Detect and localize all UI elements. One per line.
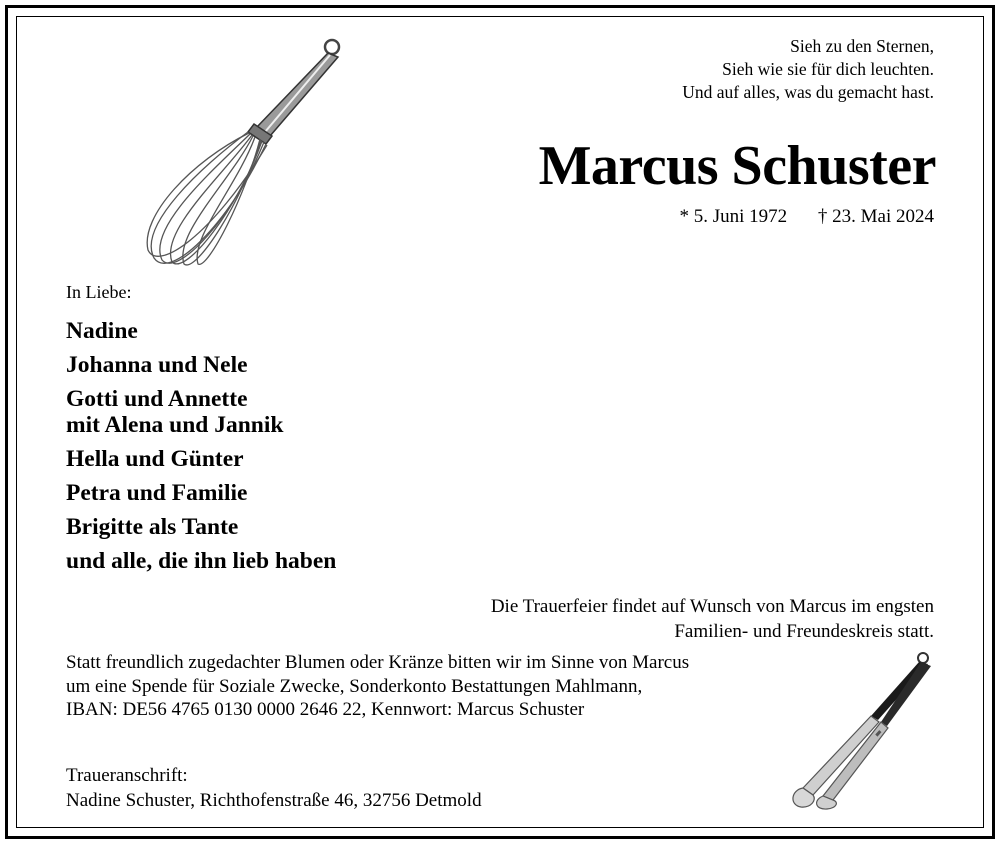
- mourner-entry: Brigitte als Tante: [66, 514, 239, 540]
- memorial-poem: [682, 35, 934, 104]
- mourners-intro: In Liebe:: [66, 282, 132, 302]
- kitchen-tongs-icon: [783, 650, 943, 810]
- mourner-entry: Johanna und Nele: [66, 352, 248, 378]
- ceremony-notice: [491, 594, 934, 644]
- donation-line: Statt freundlich zugedachter Blumen oder Kränze bitten wir im Sinne von Marcus: [66, 652, 690, 673]
- ceremony-line: Die Trauerfeier findet auf Wunsch von Marcus im engsten: [490, 596, 934, 617]
- address-label: Traueranschrift:: [66, 765, 188, 786]
- mourner-entry: Petra und Familie: [66, 480, 248, 506]
- poem-line: Sieh zu den Sternen,: [790, 36, 934, 56]
- donation-notice: [66, 651, 689, 722]
- death-date: † 23. Mai 2024: [817, 206, 934, 227]
- mourner-entry: und alle, die ihn lieb haben: [66, 548, 337, 574]
- whisk-icon: [142, 36, 352, 276]
- life-dates: [679, 206, 934, 228]
- poem-line: Sieh wie sie für dich leuchten.: [722, 59, 934, 79]
- mourning-address: [66, 763, 482, 813]
- donation-line: um eine Spende für Soziale Zwecke, Sonderkonto Bestattungen Mahlmann,: [66, 675, 643, 697]
- mourner-entry: Gotti und Annette: [66, 386, 248, 412]
- mourner-entry: Hella und Günter: [66, 446, 244, 472]
- poem-line: Und auf alles, was du gemacht hast.: [682, 82, 934, 102]
- ceremony-line: Familien- und Freundeskreis statt.: [674, 621, 934, 642]
- deceased-name: Marcus Schuster: [538, 135, 936, 197]
- donation-line: IBAN: DE56 4765 0130 0000 2646 22, Kennwort: Marcus Schuster: [66, 699, 585, 720]
- mourner-entry: Nadine: [66, 318, 138, 344]
- address-value: Nadine Schuster, Richthofenstraße 46, 32756 Detmold: [66, 790, 482, 811]
- mourners-list: [66, 318, 336, 582]
- mourner-entry: mit Alena und Jannik: [66, 412, 284, 438]
- birth-date: * 5. Juni 1972: [679, 206, 788, 227]
